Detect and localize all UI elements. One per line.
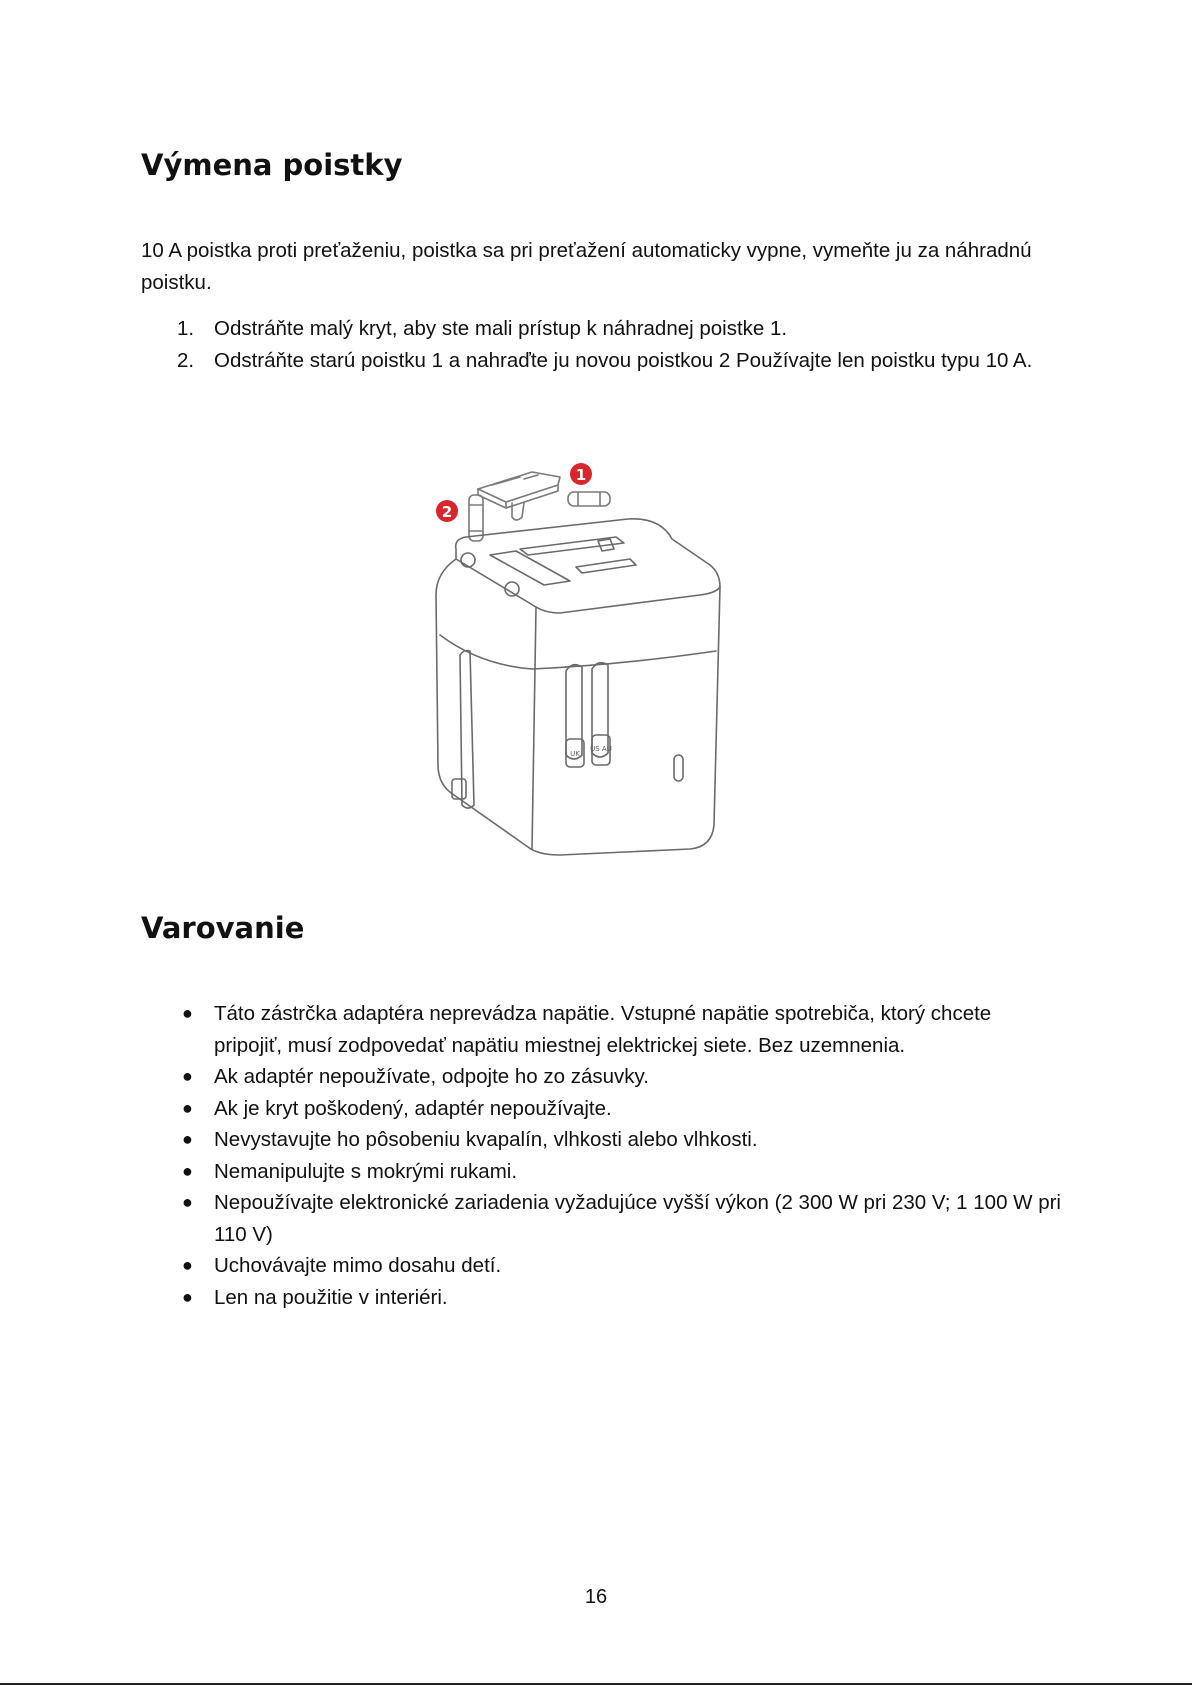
step-number: 2.: [177, 348, 195, 372]
callout-1-label: 1: [575, 466, 587, 484]
bullet-icon: ●: [182, 1097, 193, 1118]
warnings-list: [141, 998, 1061, 1313]
warning-text: Len na použitie v interiéri.: [214, 1285, 448, 1309]
list-item: [141, 345, 1061, 377]
callout-1-icon: [570, 463, 592, 485]
step-number: 1.: [177, 317, 195, 340]
bullet-icon: ●: [182, 1192, 193, 1212]
plug-label-us-au: US AU: [590, 745, 612, 753]
bullet-icon: ●: [182, 1066, 193, 1086]
new-fuse-icon: [469, 495, 483, 541]
warning-text: Nepoužívajte elektronické zariadenia vyžadujúce vyšší výkon (2 300 W pri 230 V; 1 100 W pri 110 V): [214, 1191, 1061, 1246]
warning-text: Táto zástrčka adaptéra neprevádza napätie. Vstupné napätie spotrebiča, ktorý chcete pripojiť, musí zodpovedať napätiu miestnej elektrickej siete. Bez uzemnenia.: [214, 1002, 992, 1057]
callout-2-icon: [436, 500, 458, 522]
list-item: [141, 998, 1061, 1061]
travel-adapter-fuse-illustration: [420, 455, 730, 865]
warning-text: Ak je kryt poškodený, adaptér nepoužívajte.: [214, 1096, 612, 1120]
plug-label-uk: UK: [570, 750, 580, 758]
warning-text: Nemanipulujte s mokrými rukami.: [214, 1159, 518, 1183]
bullet-icon: ●: [182, 1160, 193, 1181]
list-item: [141, 1282, 1061, 1314]
warning-text: Ak adaptér nepoužívate, odpojte ho zo zásuvky.: [214, 1065, 649, 1088]
section-title-fuse-replacement: Výmena poistky: [141, 148, 403, 182]
bullet-icon: ●: [182, 1129, 193, 1149]
warning-text: Nevystavujte ho pôsobeniu kvapalín, vlhkosti alebo vlhkosti.: [214, 1128, 758, 1151]
fuse-steps-list: [141, 313, 1061, 376]
list-item: [141, 1124, 1061, 1156]
bullet-icon: ●: [182, 1255, 193, 1275]
page-number: 16: [584, 1586, 608, 1608]
callout-2-label: 2: [441, 503, 453, 521]
list-item: [141, 313, 1061, 345]
fuse-intro-paragraph: 10 A poistka proti preťaženiu, poistka sa pri preťažení automaticky vypne, vymeňte ju za náhradnú poistku.: [141, 239, 1032, 294]
list-item: [141, 1061, 1061, 1093]
list-item: [141, 1156, 1061, 1188]
step-text: Odstráňte starú poistku 1 a nahraďte ju novou poistkou 2 Používajte len poistku typu 10 A.: [214, 348, 1033, 372]
fuse-cover-icon: [478, 472, 560, 520]
list-item: [141, 1187, 1061, 1250]
bullet-icon: ●: [182, 1003, 193, 1023]
list-item: [141, 1093, 1061, 1125]
warning-text: Uchovávajte mimo dosahu detí.: [214, 1254, 502, 1277]
list-item: [141, 1250, 1061, 1282]
adapter-body-icon: [436, 519, 720, 855]
bullet-icon: ●: [182, 1286, 193, 1307]
old-fuse-icon: [568, 492, 610, 506]
step-text: Odstráňte malý kryt, aby ste mali prístup k náhradnej poistke 1.: [214, 317, 788, 340]
section-title-warning: Varovanie: [141, 911, 305, 945]
